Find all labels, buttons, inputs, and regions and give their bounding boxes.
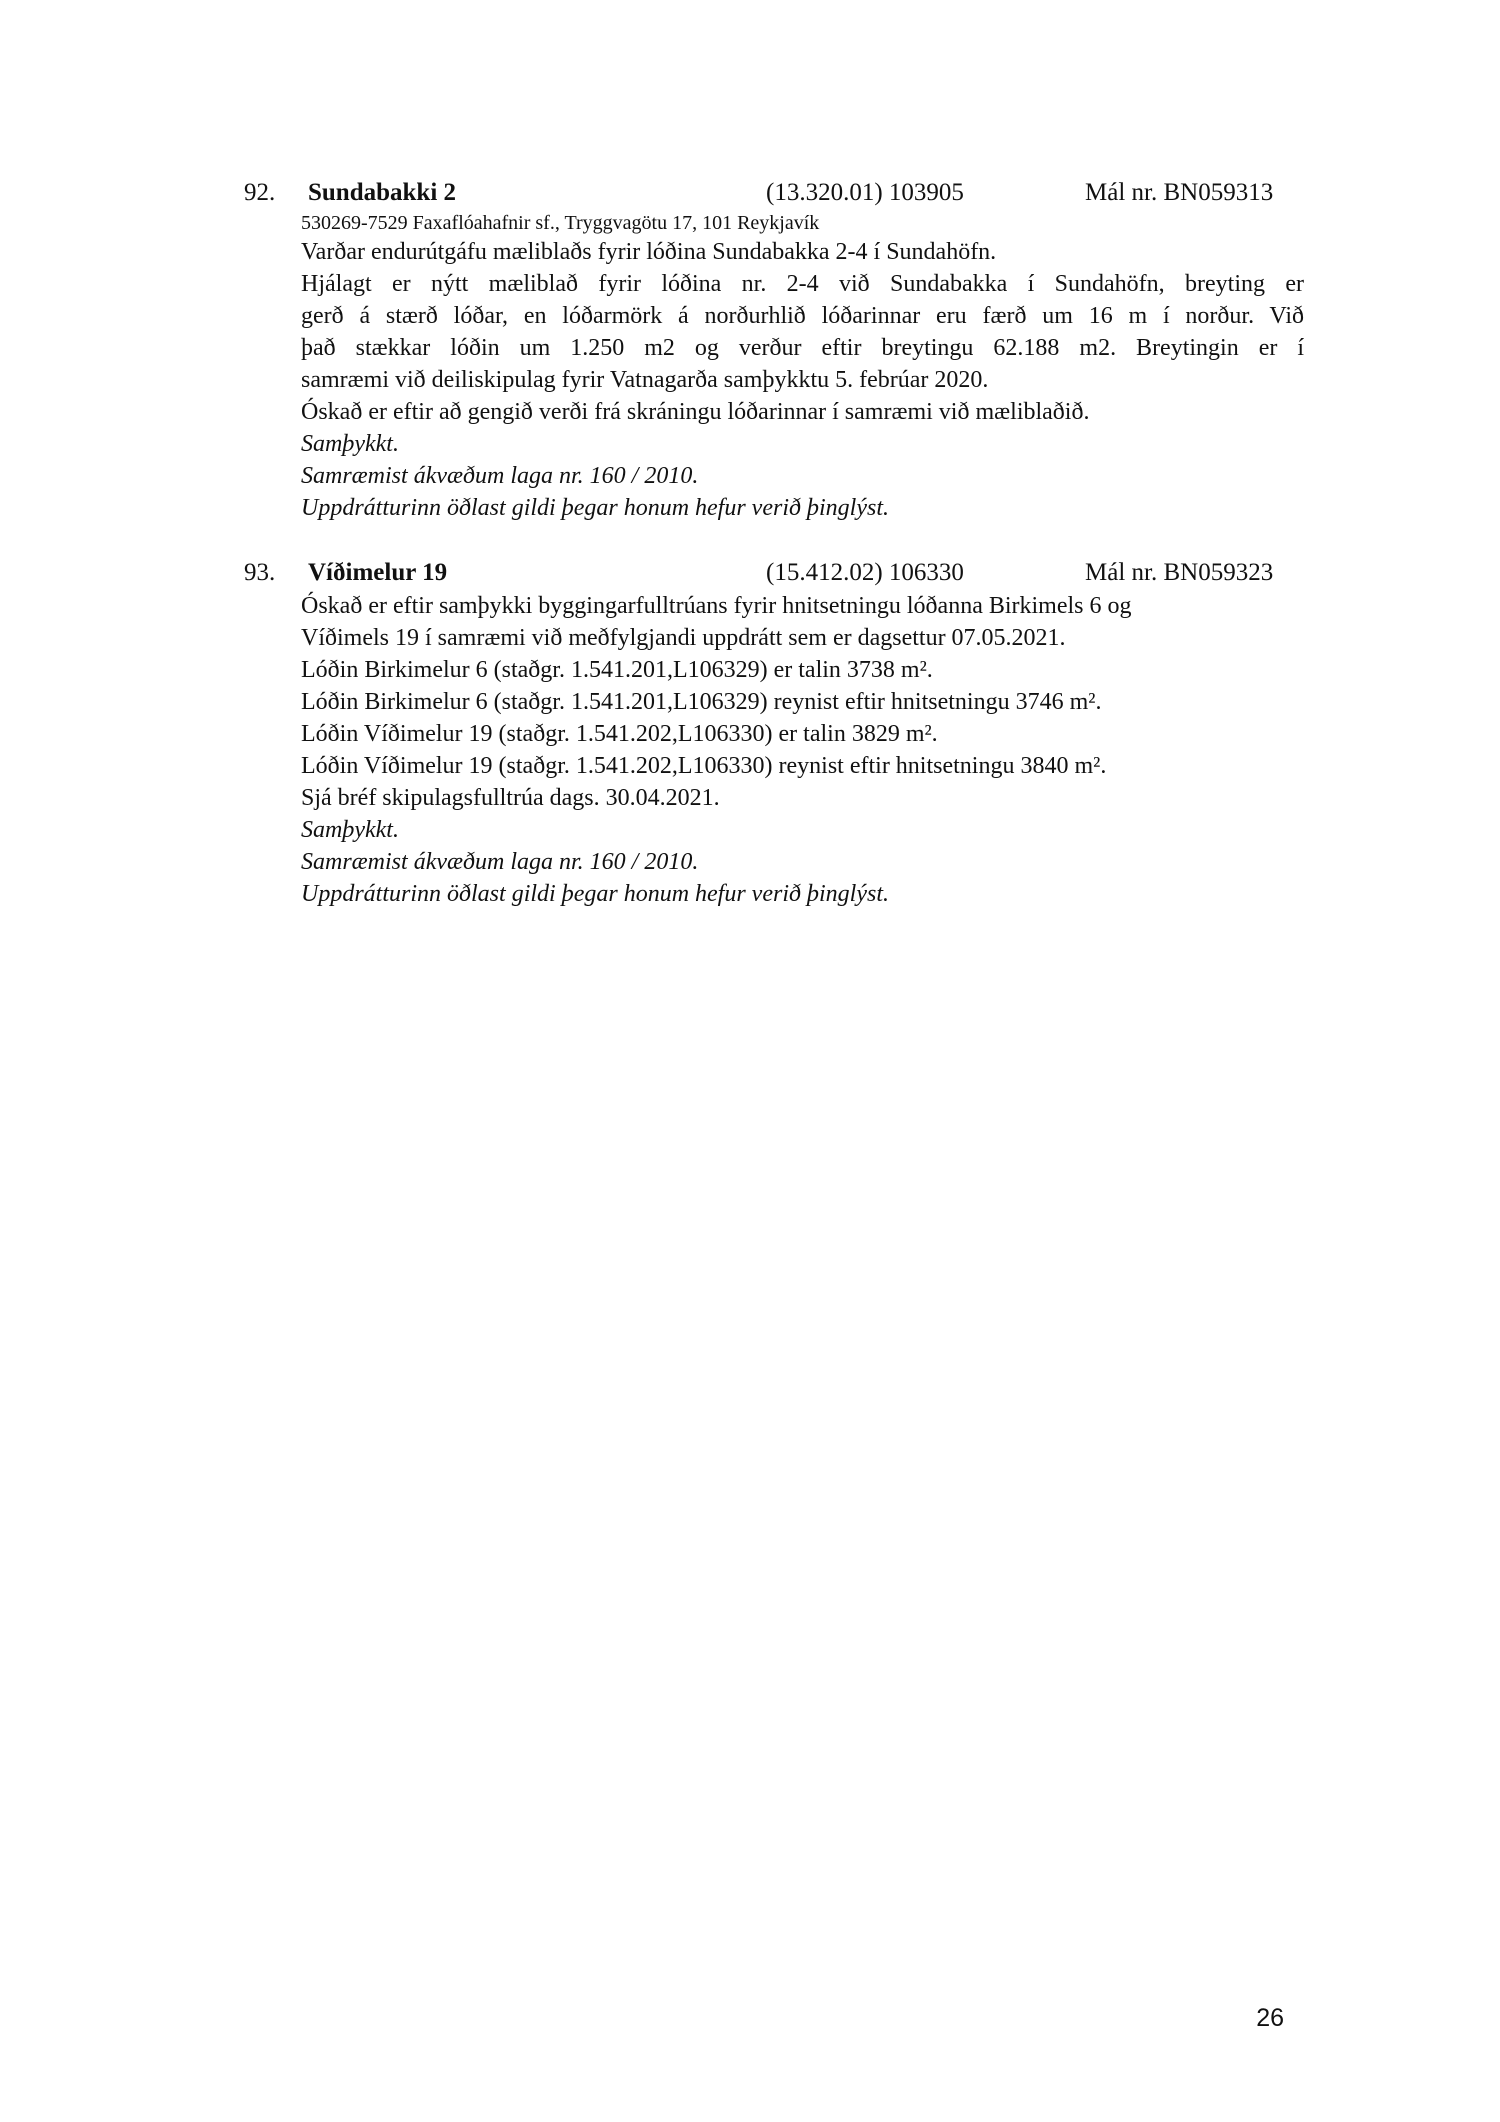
applicant-line: 530269-7529 Faxaflóahafnir sf., Tryggvagötu 17, 101 Reykjavík xyxy=(301,212,820,234)
property-name: Sundabakki 2 xyxy=(308,179,457,206)
description-line: Lóðin Birkimelur 6 (staðgr. 1.541.201,L106329) reynist eftir hnitsetningu 3746 m². xyxy=(301,689,1102,715)
description-line: Víðimels 19 í samræmi við meðfylgjandi uppdrátt sem er dagsettur 07.05.2021. xyxy=(301,625,1066,651)
description-line: Lóðin Birkimelur 6 (staðgr. 1.541.201,L106329) er talin 3738 m². xyxy=(301,657,933,683)
description-line: samræmi við deiliskipulag fyrir Vatnagarða samþykktu 5. febrúar 2020. xyxy=(301,367,989,393)
case-entry xyxy=(244,176,1304,524)
entry-header xyxy=(244,176,1304,210)
case-number: Mál nr. BN059323 xyxy=(1085,559,1274,586)
decision-text: Samþykkt. xyxy=(301,817,399,843)
law-reference: Samræmist ákvæðum laga nr. 160 / 2010. xyxy=(301,463,699,489)
property-reference: (15.412.02) 106330 xyxy=(766,559,964,586)
property-name: Víðimelur 19 xyxy=(308,559,448,586)
entry-body xyxy=(301,210,1304,524)
law-reference: Samræmist ákvæðum laga nr. 160 / 2010. xyxy=(301,849,699,875)
description-line: það stækkar lóðin um 1.250 m2 og verður eftir breytingu 62.188 m2. Breytingin er í xyxy=(301,335,1304,361)
registration-note: Uppdrátturinn öðlast gildi þegar honum hefur verið þinglýst. xyxy=(301,881,889,907)
description-line: Varðar endurútgáfu mæliblaðs fyrir lóðina Sundabakka 2-4 í Sundahöfn. xyxy=(301,239,997,265)
description-line: Hjálagt er nýtt mæliblað fyrir lóðina nr. 2-4 við Sundabakka í Sundahöfn, breyting er xyxy=(301,271,1304,297)
entry-header xyxy=(244,556,1304,590)
decision-text: Samþykkt. xyxy=(301,431,399,457)
description-line: Óskað er eftir samþykki byggingarfulltrúans fyrir hnitsetningu lóðanna Birkimels 6 og xyxy=(301,593,1132,619)
entry-number: 93. xyxy=(244,559,276,586)
entry-body xyxy=(301,590,1304,910)
description-line: Lóðin Víðimelur 19 (staðgr. 1.541.202,L106330) reynist eftir hnitsetningu 3840 m². xyxy=(301,753,1107,779)
property-reference: (13.320.01) 103905 xyxy=(766,179,964,206)
case-number: Mál nr. BN059313 xyxy=(1085,179,1274,206)
description-line: Sjá bréf skipulagsfulltrúa dags. 30.04.2021. xyxy=(301,785,720,811)
description-line: Óskað er eftir að gengið verði frá skráningu lóðarinnar í samræmi við mæliblaðið. xyxy=(301,399,1090,425)
case-entry xyxy=(244,556,1304,910)
entry-number: 92. xyxy=(244,179,276,206)
page-number: 26 xyxy=(1256,2004,1284,2032)
registration-note: Uppdrátturinn öðlast gildi þegar honum hefur verið þinglýst. xyxy=(301,495,889,521)
description-line: Lóðin Víðimelur 19 (staðgr. 1.541.202,L106330) er talin 3829 m². xyxy=(301,721,938,747)
description-line: gerð á stærð lóðar, en lóðarmörk á norðurhlið lóðarinnar eru færð um 16 m í norður. Við xyxy=(301,303,1304,329)
